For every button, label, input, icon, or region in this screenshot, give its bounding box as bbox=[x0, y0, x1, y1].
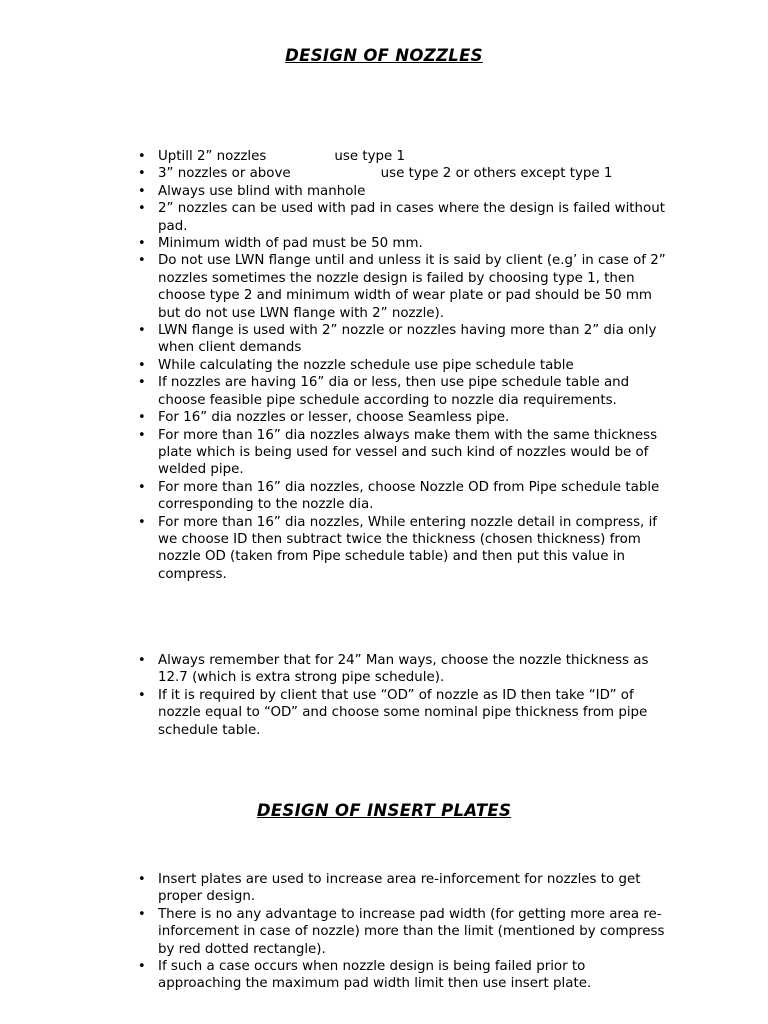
list-item-text: use type 1 bbox=[334, 149, 406, 164]
list-item: • If such a case occurs when nozzle design is being failed prior to approaching the maximum pad width limit then use insert plate. bbox=[138, 958, 668, 993]
list-item bbox=[138, 148, 668, 165]
list-item-text: Uptill 2” nozzles bbox=[158, 149, 267, 164]
list-item: • For more than 16” dia nozzles always make them with the same thickness plate which is being used for vessel and such kind of nozzles would be of welded pipe. bbox=[138, 427, 668, 479]
list-item: • Minimum width of pad must be 50 mm. bbox=[138, 235, 668, 252]
list-item: • While calculating the nozzle schedule use pipe schedule table bbox=[138, 357, 668, 374]
list-item: • 2” nozzles can be used with pad in cases where the design is failed without pad. bbox=[138, 200, 668, 235]
list-item-text: 3” nozzles or above bbox=[158, 166, 291, 182]
list-item: • Always use blind with manhole bbox=[138, 183, 668, 200]
manway-rules-list bbox=[138, 652, 668, 739]
list-item: • For more than 16” dia nozzles, choose Nozzle OD from Pipe schedule table corresponding to the nozzle dia. bbox=[138, 479, 668, 514]
list-item: • Always remember that for 24” Man ways, choose the nozzle thickness as 12.7 (which is extra strong pipe schedule). bbox=[138, 652, 668, 687]
list-item: • There is no any advantage to increase pad width (for getting more area re-inforcement in case of nozzle) more than the limit (mentioned by compress by red dotted rectangle). bbox=[138, 906, 668, 958]
list-item: • For more than 16” dia nozzles, While entering nozzle detail in compress, if we choose ID then subtract twice the thickness (chosen thickness) from nozzle OD (taken from Pipe schedule table) and then put this value in compress. bbox=[138, 514, 668, 584]
list-item-text: use type 2 or others except type 1 bbox=[380, 166, 613, 182]
list-item bbox=[138, 165, 668, 182]
insert-plate-rules-list bbox=[138, 871, 668, 993]
list-item: • Insert plates are used to increase area re-inforcement for nozzles to get proper design. bbox=[138, 871, 668, 906]
list-item: • Do not use LWN flange until and unless it is said by client (e.g’ in case of 2” nozzles sometimes the nozzle design is failed by choosing type 1, then choose type 2 and minimum width of wear plate or pad should be 50 mm but do not use LWN flange with 2” nozzle). bbox=[138, 252, 668, 322]
page-title-insert-plates: DESIGN OF INSERT PLATES bbox=[256, 801, 512, 820]
nozzle-rules-list bbox=[138, 148, 668, 583]
list-item: • If nozzles are having 16” dia or less, then use pipe schedule table and choose feasible pipe schedule according to nozzle dia requirements. bbox=[138, 374, 668, 409]
page-title-nozzles: DESIGN OF NOZZLES bbox=[285, 46, 483, 65]
list-item: • If it is required by client that use “OD” of nozzle as ID then take “ID” of nozzle equal to “OD” and choose some nominal pipe thickness from pipe schedule table. bbox=[138, 687, 668, 739]
list-item: • For 16” dia nozzles or lesser, choose Seamless pipe. bbox=[138, 409, 668, 426]
list-item: • LWN flange is used with 2” nozzle or nozzles having more than 2” dia only when client demands bbox=[138, 322, 668, 357]
